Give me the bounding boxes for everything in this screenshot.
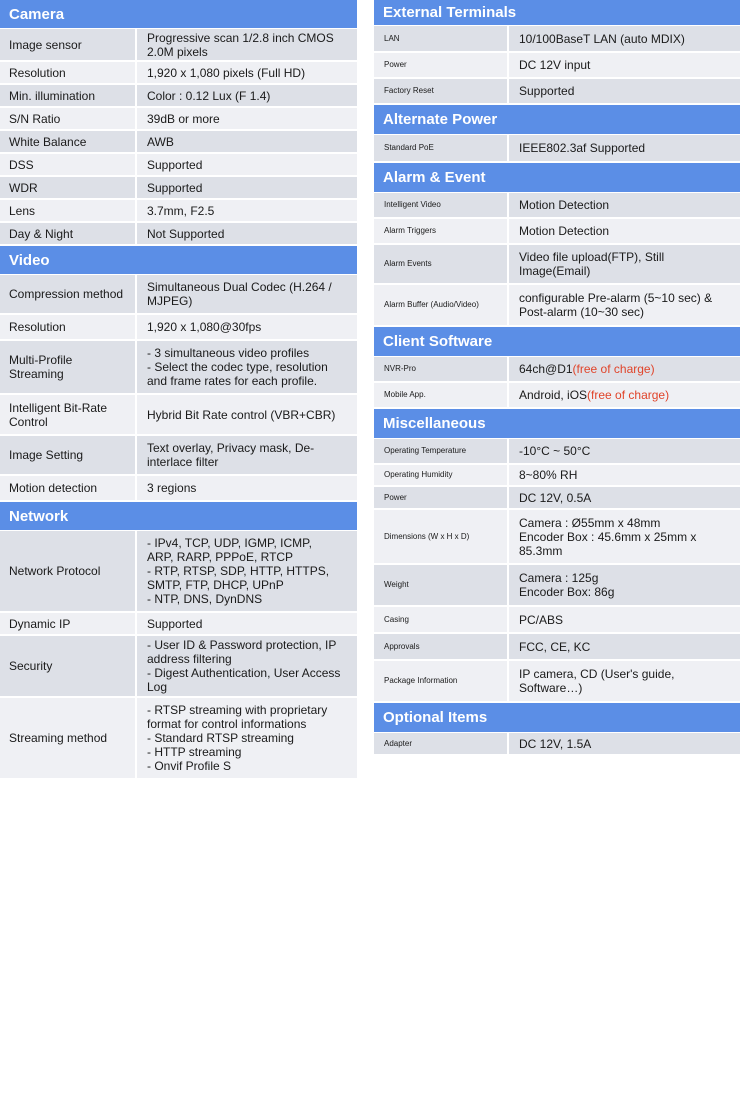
spec-row	[0, 275, 357, 315]
spec-value-text: Motion Detection	[519, 198, 610, 212]
spec-label: Image Setting	[0, 436, 137, 474]
section-header-misc: Miscellaneous	[374, 409, 740, 439]
spec-value-text: - IPv4, TCP, UDP, IGMP, ICMP, ARP, RARP, PPPoE, RTCP - RTP, RTSP, SDP, HTTP, HTTPS, SMTP, FTP, DHCP, UPnP - NTP, DNS, DynDNS	[147, 536, 330, 606]
spec-label: Compression method	[0, 275, 137, 313]
spec-row	[374, 733, 740, 756]
spec-label: Alarm Buffer (Audio/Video)	[374, 285, 509, 325]
spec-label: Factory Reset	[374, 79, 509, 103]
spec-value-text: Text overlay, Privacy mask, De- interlace filter	[147, 441, 315, 469]
spec-row	[0, 29, 357, 62]
spec-value	[137, 177, 357, 198]
spec-value-text: Supported	[147, 157, 203, 172]
spec-row	[0, 62, 357, 85]
spec-value-text: 1,920 x 1,080 pixels (Full HD)	[147, 65, 306, 80]
spec-row	[0, 85, 357, 108]
spec-row	[374, 510, 740, 565]
spec-value	[137, 154, 357, 175]
spec-value-text: 3.7mm, F2.5	[147, 203, 215, 218]
spec-value-text: AWB	[147, 134, 174, 149]
spec-label: Adapter	[374, 733, 509, 754]
spec-label: Weight	[374, 565, 509, 605]
spec-row	[374, 285, 740, 327]
spec-row	[374, 607, 740, 634]
spec-label: Intelligent Video	[374, 193, 509, 217]
spec-value	[509, 465, 740, 485]
spec-label: Package Information	[374, 661, 509, 701]
spec-value-text: DC 12V, 1.5A	[519, 736, 592, 751]
spec-row	[0, 436, 357, 476]
spec-value	[509, 135, 740, 161]
section-header-client: Client Software	[374, 327, 740, 357]
spec-row	[0, 613, 357, 636]
section-header-camera: Camera	[0, 0, 357, 29]
spec-value	[137, 85, 357, 106]
spec-value-text: IEEE802.3af Supported	[519, 141, 646, 155]
left-spec-column	[0, 0, 357, 780]
spec-value-text: Supported	[147, 616, 203, 631]
section-header-network: Network	[0, 502, 357, 531]
spec-value-text: PC/ABS	[519, 612, 564, 627]
spec-label: Dimensions (W x H x D)	[374, 510, 509, 563]
spec-value	[509, 79, 740, 103]
spec-label: Operating Temperature	[374, 439, 509, 463]
spec-row	[0, 200, 357, 223]
spec-value-text: Camera : Ø55mm x 48mm Encoder Box : 45.6mm x 25mm x 85.3mm	[519, 515, 697, 558]
spec-row	[374, 383, 740, 409]
section-header-optional: Optional Items	[374, 703, 740, 733]
spec-value-text: 3 regions	[147, 481, 197, 495]
spec-value	[509, 607, 740, 632]
section-header-altpower: Alternate Power	[374, 105, 740, 135]
spec-row	[374, 565, 740, 607]
spec-label: Motion detection	[0, 476, 137, 500]
spec-value-text: Simultaneous Dual Codec (H.264 / MJPEG)	[147, 280, 332, 308]
spec-value-text: 1,920 x 1,080@30fps	[147, 320, 262, 334]
spec-value-text: - 3 simultaneous video profiles - Select the codec type, resolution and frame rates for each profile.	[147, 346, 328, 388]
spec-value-text: IP camera, CD (User's guide, Software…)	[519, 667, 675, 695]
spec-label: Streaming method	[0, 698, 137, 778]
spec-value-text: DC 12V input	[519, 58, 591, 72]
spec-row	[374, 53, 740, 79]
spec-value-text: 64ch@D1	[519, 362, 573, 376]
spec-row	[374, 661, 740, 703]
spec-row	[374, 26, 740, 53]
spec-value	[137, 200, 357, 221]
spec-label: Mobile App.	[374, 383, 509, 407]
spec-label: WDR	[0, 177, 137, 198]
spec-value	[509, 245, 740, 283]
spec-row	[0, 223, 357, 246]
section-header-video: Video	[0, 246, 357, 275]
spec-value	[137, 108, 357, 129]
spec-row	[0, 154, 357, 177]
spec-value	[509, 383, 740, 407]
spec-row	[374, 193, 740, 219]
spec-label: Lens	[0, 200, 137, 221]
spec-label: Alarm Events	[374, 245, 509, 283]
spec-row	[374, 357, 740, 383]
spec-value-text: Motion Detection	[519, 224, 610, 238]
right-spec-column	[374, 0, 740, 756]
spec-value	[509, 53, 740, 77]
spec-value	[137, 275, 357, 313]
spec-value-text: Video file upload(FTP), Still Image(Email)	[519, 250, 665, 278]
spec-label: Approvals	[374, 634, 509, 659]
spec-value-text: DC 12V, 0.5A	[519, 490, 592, 505]
spec-label: Standard PoE	[374, 135, 509, 161]
spec-value-text: 39dB or more	[147, 111, 220, 126]
spec-row	[374, 219, 740, 245]
spec-row	[0, 395, 357, 436]
free-of-charge-note: (free of charge)	[587, 388, 670, 402]
spec-row	[0, 108, 357, 131]
spec-value	[509, 634, 740, 659]
spec-label: White Balance	[0, 131, 137, 152]
spec-value-text: 10/100BaseT LAN (auto MDIX)	[519, 31, 685, 46]
spec-row	[0, 698, 357, 780]
spec-row	[374, 465, 740, 487]
spec-label: Resolution	[0, 62, 137, 83]
spec-row	[374, 634, 740, 661]
spec-value	[509, 439, 740, 463]
spec-value	[137, 131, 357, 152]
spec-row	[0, 341, 357, 395]
spec-value	[137, 636, 357, 696]
spec-value-text: Not Supported	[147, 226, 225, 241]
spec-label: Multi-Profile Streaming	[0, 341, 137, 393]
spec-label: LAN	[374, 26, 509, 51]
spec-value-text: FCC, CE, KC	[519, 639, 591, 654]
section-header-external: External Terminals	[374, 0, 740, 26]
spec-value	[137, 531, 357, 611]
spec-label: DSS	[0, 154, 137, 175]
spec-value	[137, 476, 357, 500]
spec-label: Operating Humidity	[374, 465, 509, 485]
spec-label: Power	[374, 53, 509, 77]
spec-value-text: Android, iOS	[519, 388, 588, 402]
section-header-alarm: Alarm & Event	[374, 163, 740, 193]
spec-row	[0, 636, 357, 698]
spec-value	[137, 436, 357, 474]
spec-label: NVR-Pro	[374, 357, 509, 381]
spec-value	[137, 613, 357, 634]
spec-value-text: - User ID & Password protection, IP address filtering - Digest Authentication, User Access Log	[147, 638, 341, 694]
spec-label: Dynamic IP	[0, 613, 137, 634]
spec-row	[374, 487, 740, 510]
spec-row	[374, 245, 740, 285]
spec-label: Casing	[374, 607, 509, 632]
spec-label: Intelligent Bit-Rate Control	[0, 395, 137, 434]
spec-value-text: Camera : 125g Encoder Box: 86g	[519, 571, 615, 599]
free-of-charge-note: (free of charge)	[572, 362, 655, 376]
spec-value-text: 8~80% RH	[519, 468, 578, 482]
spec-label: Resolution	[0, 315, 137, 339]
spec-value	[509, 285, 740, 325]
spec-value	[509, 219, 740, 243]
spec-value-text: Progressive scan 1/2.8 inch CMOS 2.0M pixels	[147, 30, 334, 59]
spec-value-text: Supported	[147, 180, 203, 195]
spec-value	[137, 395, 357, 434]
spec-label: Network Protocol	[0, 531, 137, 611]
spec-value	[509, 733, 740, 754]
spec-value	[137, 341, 357, 393]
spec-row	[374, 79, 740, 105]
spec-value	[509, 487, 740, 508]
spec-row	[0, 315, 357, 341]
spec-value	[509, 193, 740, 217]
spec-value-text: Color : 0.12 Lux (F 1.4)	[147, 88, 271, 103]
spec-value	[509, 565, 740, 605]
spec-row	[0, 131, 357, 154]
spec-label: Day & Night	[0, 223, 137, 244]
spec-label: Security	[0, 636, 137, 696]
spec-value	[509, 510, 740, 563]
spec-value-text: configurable Pre-alarm (5~10 sec) & Post-alarm (10~30 sec)	[519, 291, 713, 319]
spec-label: Power	[374, 487, 509, 508]
spec-value	[137, 698, 357, 778]
spec-value	[137, 62, 357, 83]
spec-label: Image sensor	[0, 29, 137, 60]
spec-row	[0, 531, 357, 613]
spec-label: Min. illumination	[0, 85, 137, 106]
spec-row	[374, 135, 740, 163]
spec-value	[509, 661, 740, 701]
spec-value	[137, 29, 357, 60]
spec-row	[374, 439, 740, 465]
spec-value-text: -10°C ~ 50°C	[519, 444, 591, 458]
spec-value-text: - RTSP streaming with proprietary format for control informations - Standard RTSP streaming - HTTP streaming - Onvif Profile S	[147, 703, 328, 773]
spec-row	[0, 177, 357, 200]
spec-value	[137, 315, 357, 339]
spec-label: Alarm Triggers	[374, 219, 509, 243]
spec-value	[509, 26, 740, 51]
spec-value	[137, 223, 357, 244]
spec-label: S/N Ratio	[0, 108, 137, 129]
spec-value-text: Supported	[519, 84, 575, 98]
spec-value-text: Hybrid Bit Rate control (VBR+CBR)	[147, 407, 336, 422]
spec-row	[0, 476, 357, 502]
spec-value	[509, 357, 740, 381]
